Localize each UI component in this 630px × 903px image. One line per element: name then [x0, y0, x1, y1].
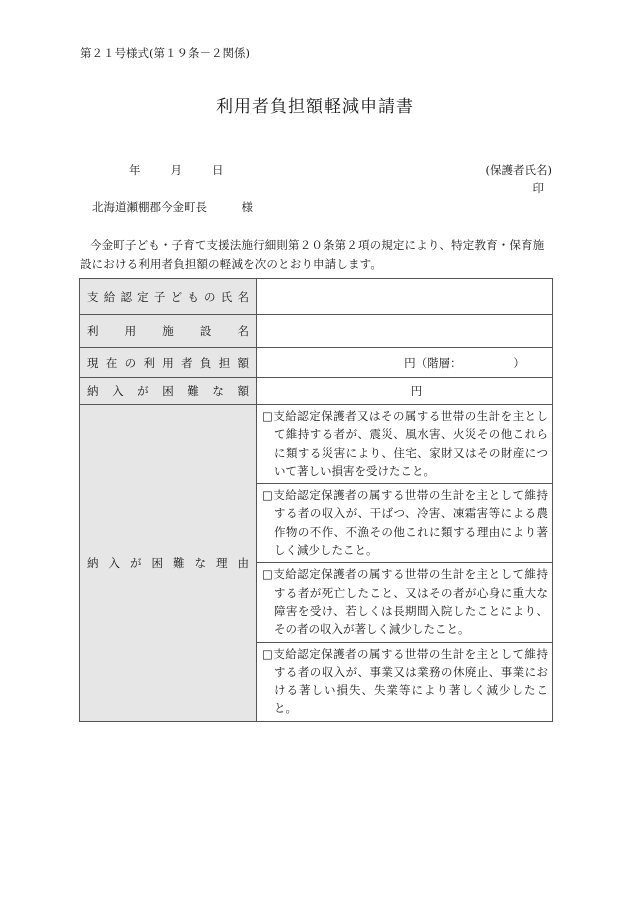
label-char: 現 — [87, 355, 99, 370]
reason-text: □支給認定保護者の属する世帯の生計を主として維持する者の収入が、干ばつ、冷害、凍霜害等による農作物の不作、不漁その他これに類する理由により著しく減少したこと。 — [262, 488, 548, 558]
label-char: 入 — [112, 384, 124, 398]
table-row — [80, 348, 553, 378]
date-line — [129, 162, 224, 178]
label-char: な — [194, 555, 206, 570]
label-char: 担 — [218, 355, 231, 370]
reason-options — [257, 405, 553, 722]
label-char: 子 — [153, 289, 166, 304]
label-char: 名 — [237, 324, 249, 338]
date-day: 日 — [212, 163, 224, 177]
label-char: 者 — [181, 355, 193, 370]
label-char: 施 — [162, 324, 174, 338]
label-char: 利 — [87, 324, 99, 338]
label-char: 由 — [237, 555, 249, 570]
label-char: 納 — [87, 384, 99, 398]
reason-option-death-illness[interactable] — [257, 563, 552, 642]
label-char: が — [137, 384, 149, 398]
facility-label — [87, 323, 256, 339]
current-burden-value: 円（階層： ） — [404, 355, 525, 370]
applicant-name-label: (保護者氏名) — [485, 163, 552, 177]
label-char: の — [124, 355, 137, 370]
date-month: 月 — [170, 163, 182, 177]
current-burden-label-cell — [80, 348, 257, 378]
difficult-amount-field[interactable] — [257, 378, 553, 405]
label-char: 困 — [151, 555, 163, 570]
label-char: も — [187, 289, 199, 304]
child-name-label — [87, 289, 256, 305]
label-char: ど — [170, 289, 183, 304]
reason-option-crop-failure[interactable] — [257, 484, 552, 563]
date-year: 年 — [129, 163, 141, 177]
label-char: 入 — [108, 555, 120, 570]
label-char: 理 — [216, 555, 228, 570]
reason-option-business-loss[interactable] — [257, 643, 552, 721]
label-char: 定 — [137, 289, 149, 304]
difficult-amount-label-cell — [80, 378, 257, 405]
child-name-field[interactable] — [257, 279, 553, 315]
label-char: 在 — [105, 355, 118, 370]
current-burden-label — [87, 355, 256, 371]
label-char: 支 — [87, 289, 99, 304]
application-table — [79, 278, 553, 722]
label-char: が — [130, 555, 142, 570]
difficult-amount-value: 円 — [410, 384, 423, 398]
label-char: 氏 — [220, 289, 233, 304]
label-char: 額 — [237, 355, 249, 370]
table-row — [80, 315, 553, 348]
table-row — [80, 405, 553, 722]
table-row — [80, 279, 553, 315]
label-char: の — [204, 289, 216, 304]
label-char: 利 — [143, 355, 155, 370]
label-char: 認 — [120, 289, 132, 304]
addressee: 北海道瀬棚郡今金町長 様 — [92, 200, 253, 214]
label-char: 困 — [162, 384, 174, 398]
reason-option-disaster[interactable] — [257, 405, 552, 484]
label-char: 納 — [87, 555, 99, 570]
current-burden-field[interactable] — [257, 348, 553, 378]
label-char: 用 — [124, 324, 137, 338]
reason-label-cell — [80, 405, 257, 722]
label-char: 額 — [237, 384, 249, 398]
label-char: 負 — [199, 355, 212, 370]
table-row — [80, 378, 553, 405]
label-char: 設 — [199, 324, 212, 338]
label-char: 給 — [103, 289, 116, 304]
label-char: 難 — [187, 384, 199, 398]
facility-field[interactable] — [257, 315, 553, 348]
document-title: 利用者負担額軽減申請書 — [216, 97, 414, 117]
label-char: な — [212, 384, 224, 398]
reason-text: □支給認定保護者の属する世帯の生計を主として維持する者の収入が、事業又は業務の休廃止、事業における著しい損失、失業等により著しく減少したこと。 — [262, 646, 548, 716]
label-char: 用 — [162, 355, 174, 370]
label-char: 名 — [237, 289, 249, 304]
child-name-label-cell — [80, 279, 257, 315]
difficult-amount-label — [87, 383, 256, 399]
reason-text: □支給認定保護者の属する世帯の生計を主として維持する者が死亡したこと、又はその者が心身に重大な障害を受け、若しくは長期間入院したことにより、その者の収入が著しく減少したこと。 — [262, 567, 548, 637]
seal-mark: 印 — [532, 181, 544, 195]
form-number: 第２１号様式(第１９条－２関係) — [80, 46, 250, 60]
facility-label-cell — [80, 315, 257, 348]
reason-label — [87, 555, 256, 571]
reason-text: □支給認定保護者又はその属する世帯の生計を主として維持する者が、震災、風水害、火災その他これらに類する災害により、住宅、家財又はその財産について著しい損害を受けたこと。 — [262, 409, 548, 478]
body-paragraph: 今金町子ども・子育て支援法施行細則第２０条第２項の規定により、特定教育・保育施設における利用者負担額の軽減を次のとおり申請します。 — [80, 238, 545, 271]
label-char: 難 — [173, 555, 185, 570]
